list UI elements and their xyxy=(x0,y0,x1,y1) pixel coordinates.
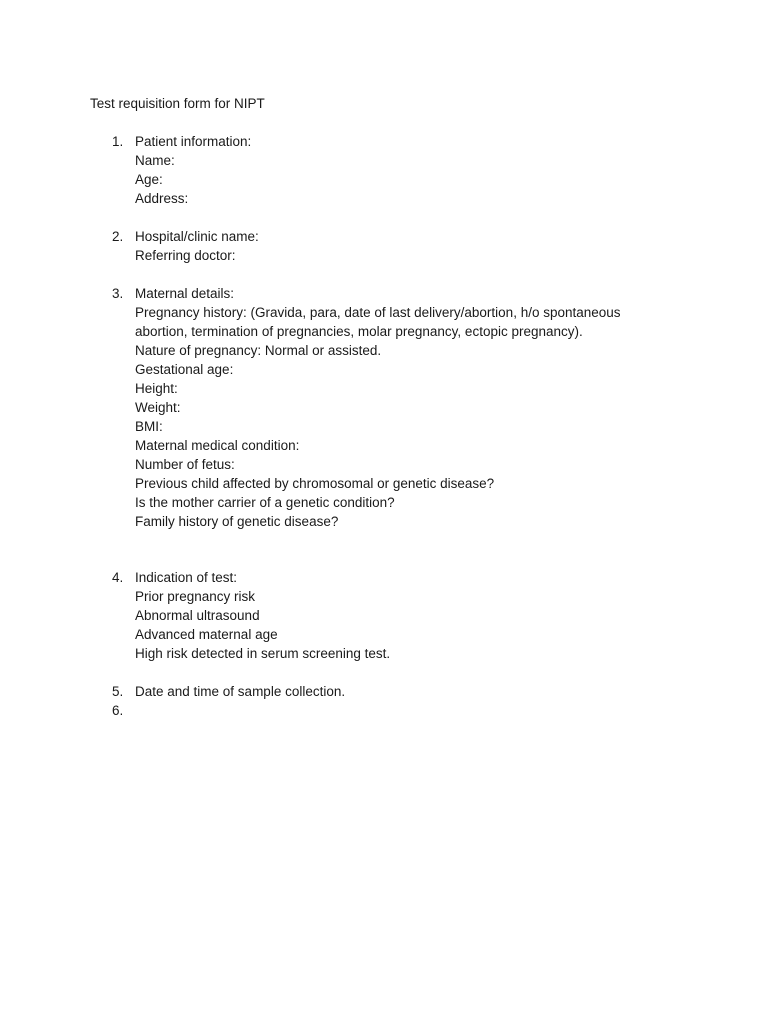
field-mother-carrier: Is the mother carrier of a genetic condition? xyxy=(135,495,395,510)
section-body xyxy=(135,227,645,265)
section-number: 2. xyxy=(112,229,124,244)
field-number-of-fetus: Number of fetus: xyxy=(135,457,235,472)
field-referring-doctor: Referring doctor: xyxy=(135,248,236,263)
indication-serum-screening: High risk detected in serum screening test. xyxy=(135,646,391,661)
field-pregnancy-history: Pregnancy history: (Gravida, para, date of last delivery/abortion, h/o spontaneous abortion, termination of pregnancies, molar pregnancy, ectopic pregnancy). xyxy=(135,305,621,339)
section-body xyxy=(135,284,645,531)
section-number: 5. xyxy=(112,684,124,699)
section-heading: Indication of test: xyxy=(135,570,238,585)
indication-abnormal-ultrasound: Abnormal ultrasound xyxy=(135,608,260,623)
section-number: 3. xyxy=(112,286,124,301)
section-number: 6. xyxy=(112,703,124,718)
field-date-time-sample-collection: Date and time of sample collection. xyxy=(135,684,346,699)
field-gestational-age: Gestational age: xyxy=(135,362,234,377)
field-maternal-medical-condition: Maternal medical condition: xyxy=(135,438,300,453)
field-age: Age: xyxy=(135,172,163,187)
field-name: Name: xyxy=(135,153,175,168)
indication-advanced-maternal-age: Advanced maternal age xyxy=(135,627,278,642)
section-body xyxy=(135,568,645,663)
section-body xyxy=(135,132,645,208)
section-heading: Patient information: xyxy=(135,134,252,149)
indication-prior-pregnancy-risk: Prior pregnancy risk xyxy=(135,589,256,604)
field-nature-of-pregnancy: Nature of pregnancy: Normal or assisted. xyxy=(135,343,382,358)
section-heading: Maternal details: xyxy=(135,286,235,301)
field-weight: Weight: xyxy=(135,400,181,415)
section-number: 4. xyxy=(112,570,124,585)
field-height: Height: xyxy=(135,381,178,396)
field-address: Address: xyxy=(135,191,189,206)
field-previous-child-affected: Previous child affected by chromosomal or genetic disease? xyxy=(135,476,495,491)
section-number: 1. xyxy=(112,134,124,149)
field-family-history: Family history of genetic disease? xyxy=(135,514,339,529)
field-hospital-clinic-name: Hospital/clinic name: xyxy=(135,229,259,244)
section-body xyxy=(135,682,645,701)
field-bmi: BMI: xyxy=(135,419,163,434)
document-title: Test requisition form for NIPT xyxy=(90,96,265,111)
